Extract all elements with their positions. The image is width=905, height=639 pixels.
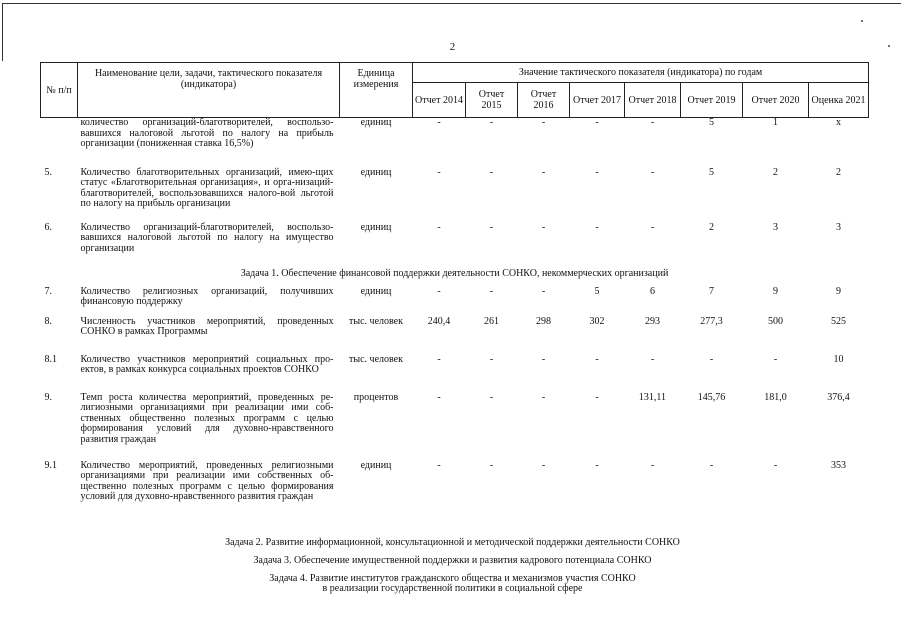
year-value: - bbox=[650, 117, 655, 128]
header-year-6: Отчет 2020 bbox=[743, 83, 809, 118]
header-year-2: Отчет 2016 bbox=[518, 83, 570, 118]
task-heading-row bbox=[41, 264, 869, 287]
year-value: - bbox=[489, 117, 494, 128]
year-value: - bbox=[437, 459, 441, 471]
row-number: 8. bbox=[44, 315, 52, 327]
year-value: - bbox=[541, 391, 546, 403]
year-value: 2 bbox=[836, 166, 842, 178]
task-4-heading-line1: Задача 4. Развитие институтов гражданского общества и механизмов участия СОНКО bbox=[269, 573, 636, 584]
year-value: 2 bbox=[773, 166, 778, 178]
year-value: - bbox=[541, 285, 546, 297]
row-number: 5. bbox=[44, 166, 52, 178]
year-value: - bbox=[773, 353, 778, 365]
unit-of-measure: единиц bbox=[360, 117, 392, 128]
unit-of-measure: тыс. человек bbox=[349, 353, 403, 365]
indicator-name: Количество мероприятий, проведенных религиозными организациями при реализации ими собственных об-щественно полезных программ с целью формирования условий для духовно-нравственного развития граждан bbox=[80, 459, 334, 502]
year-value: - bbox=[595, 353, 599, 365]
year-value: 3 bbox=[836, 221, 842, 233]
year-value: - bbox=[650, 459, 655, 471]
year-value: - bbox=[541, 166, 546, 178]
year-value: - bbox=[437, 285, 441, 297]
year-value: - bbox=[541, 459, 546, 471]
year-value: - bbox=[773, 459, 778, 471]
page-number: 2 bbox=[449, 41, 456, 53]
header-year-4: Отчет 2018 bbox=[625, 83, 681, 118]
row-number: 9.1 bbox=[44, 459, 57, 471]
year-value: - bbox=[595, 391, 599, 403]
year-value: - bbox=[541, 221, 546, 233]
table-row bbox=[41, 317, 869, 355]
indicator-name: Темп роста количества мероприятий, проведенных ре-лигиозными организациями при реализации ими соб-ственных общественно полезных программ с целью формирования условий для духовно-нравственного развития граждан bbox=[80, 391, 334, 445]
year-value: 7 bbox=[709, 285, 714, 297]
year-value: 145,76 bbox=[697, 391, 726, 403]
header-num: № п/п bbox=[41, 63, 78, 118]
unit-of-measure: единиц bbox=[360, 166, 392, 178]
table-row bbox=[41, 168, 869, 223]
row-number: 9. bbox=[44, 391, 52, 403]
year-value: - bbox=[541, 117, 546, 128]
year-value: - bbox=[595, 166, 599, 178]
unit-of-measure: единиц bbox=[360, 285, 392, 297]
table-row bbox=[41, 355, 869, 393]
year-value: 9 bbox=[773, 285, 778, 297]
year-value: 3 bbox=[773, 221, 778, 233]
year-value: 131,11 bbox=[638, 391, 667, 403]
year-value: 302 bbox=[589, 315, 605, 327]
page-border-top bbox=[2, 3, 901, 4]
unit-of-measure: единиц bbox=[360, 221, 392, 233]
year-value: - bbox=[437, 353, 441, 365]
table-row bbox=[41, 393, 869, 461]
unit-of-measure: тыс. человек bbox=[349, 315, 403, 327]
year-value: - bbox=[595, 221, 599, 233]
task-3-heading: Задача 3. Обеспечение имущественной поддержки и развития кадрового потенциала СОНКО bbox=[253, 555, 652, 566]
year-value: 293 bbox=[645, 315, 660, 327]
year-value: - bbox=[489, 459, 494, 471]
header-year-0: Отчет 2014 bbox=[413, 83, 466, 118]
year-value: - bbox=[489, 285, 494, 297]
year-value: 525 bbox=[831, 315, 847, 327]
year-value: - bbox=[437, 391, 441, 403]
year-value: - bbox=[437, 117, 441, 128]
unit-of-measure: процентов bbox=[353, 391, 399, 403]
year-value: 1 bbox=[773, 117, 778, 128]
header-name: Наименование цели, задачи, тактического показателя (индикатора) bbox=[78, 63, 340, 118]
year-value: 10 bbox=[833, 353, 844, 365]
year-value: 5 bbox=[709, 166, 714, 178]
indicator-name: Численность участников мероприятий, проведенных СОНКО в рамках Программы bbox=[80, 315, 334, 337]
row-number: 6. bbox=[44, 221, 52, 233]
year-value: 240,4 bbox=[427, 315, 451, 327]
year-value: 353 bbox=[831, 459, 847, 471]
table-row bbox=[41, 461, 869, 515]
year-value: - bbox=[489, 221, 494, 233]
indicator-name: Количество религиозных организаций, получивших финансовую поддержку bbox=[80, 285, 334, 307]
year-value: х bbox=[836, 117, 842, 128]
year-value: 5 bbox=[594, 285, 600, 297]
year-value: 5 bbox=[709, 117, 714, 128]
row-number: 7. bbox=[44, 285, 52, 297]
table-row bbox=[41, 118, 869, 168]
indicator-name: Количество организаций-благотворителей, воспользо-вавшихся налоговой льготой по налогу на имущество организации bbox=[80, 221, 334, 254]
year-value: - bbox=[595, 117, 599, 128]
header-year-7: Оценка 2021 bbox=[809, 83, 869, 118]
header-year-5: Отчет 2019 bbox=[681, 83, 743, 118]
indicator-name: Количество участников мероприятий социальных про-ектов, в рамках конкурса социальных проектов СОНКО bbox=[80, 353, 334, 375]
year-value: - bbox=[650, 166, 655, 178]
year-value: - bbox=[650, 221, 655, 233]
year-value: - bbox=[437, 166, 441, 178]
row-number bbox=[41, 118, 78, 168]
indicator-name: количество организаций-благотворителей, воспользо-вавшихся налоговой льготой по налогу на прибыль организации (пониженная ставка 16,5%) bbox=[80, 117, 334, 149]
year-value: - bbox=[650, 353, 655, 365]
year-value: - bbox=[489, 391, 494, 403]
year-value: 2 bbox=[709, 221, 714, 233]
task-2-heading: Задача 2. Развитие информационной, консультационной и методической поддержки деятельности СОНКО bbox=[225, 537, 680, 548]
year-value: 500 bbox=[768, 315, 783, 327]
year-value: 298 bbox=[536, 315, 551, 327]
task-4-heading-line2: в реализации государственной политики в социальной сфере bbox=[322, 583, 583, 594]
task-heading: Задача 1. Обеспечение финансовой поддержки деятельности СОНКО, некоммерческих организаций bbox=[240, 267, 669, 279]
unit-of-measure: единиц bbox=[360, 459, 392, 471]
year-value: - bbox=[709, 459, 714, 471]
year-value: - bbox=[541, 353, 546, 365]
indicators-table bbox=[40, 62, 869, 515]
year-value: 277,3 bbox=[700, 315, 723, 327]
year-value: - bbox=[437, 221, 441, 233]
scan-speck bbox=[861, 20, 863, 22]
table-row bbox=[41, 287, 869, 317]
year-value: - bbox=[489, 166, 494, 178]
year-value: - bbox=[595, 459, 599, 471]
year-value: 9 bbox=[836, 285, 842, 297]
year-value: 376,4 bbox=[827, 391, 850, 403]
year-value: - bbox=[489, 353, 494, 365]
year-value: 181,0 bbox=[764, 391, 787, 403]
header-year-3: Отчет 2017 bbox=[570, 83, 625, 118]
header-unit: Единица измерения bbox=[340, 63, 413, 118]
table-row bbox=[41, 223, 869, 264]
indicator-name: Количество благотворительных организаций, имею-щих статус «Благотворительная организация», и орга-низаций-благотворителей, воспользовавшихся налого-вой льготой по налогу на прибыль организации bbox=[80, 166, 334, 209]
year-value: - bbox=[709, 353, 714, 365]
header-year-1: Отчет 2015 bbox=[466, 83, 518, 118]
year-value: 261 bbox=[484, 315, 499, 327]
header-values-group: Значение тактического показателя (индикатора) по годам bbox=[413, 63, 869, 83]
row-number: 8.1 bbox=[44, 353, 57, 365]
year-value: 6 bbox=[650, 285, 655, 297]
